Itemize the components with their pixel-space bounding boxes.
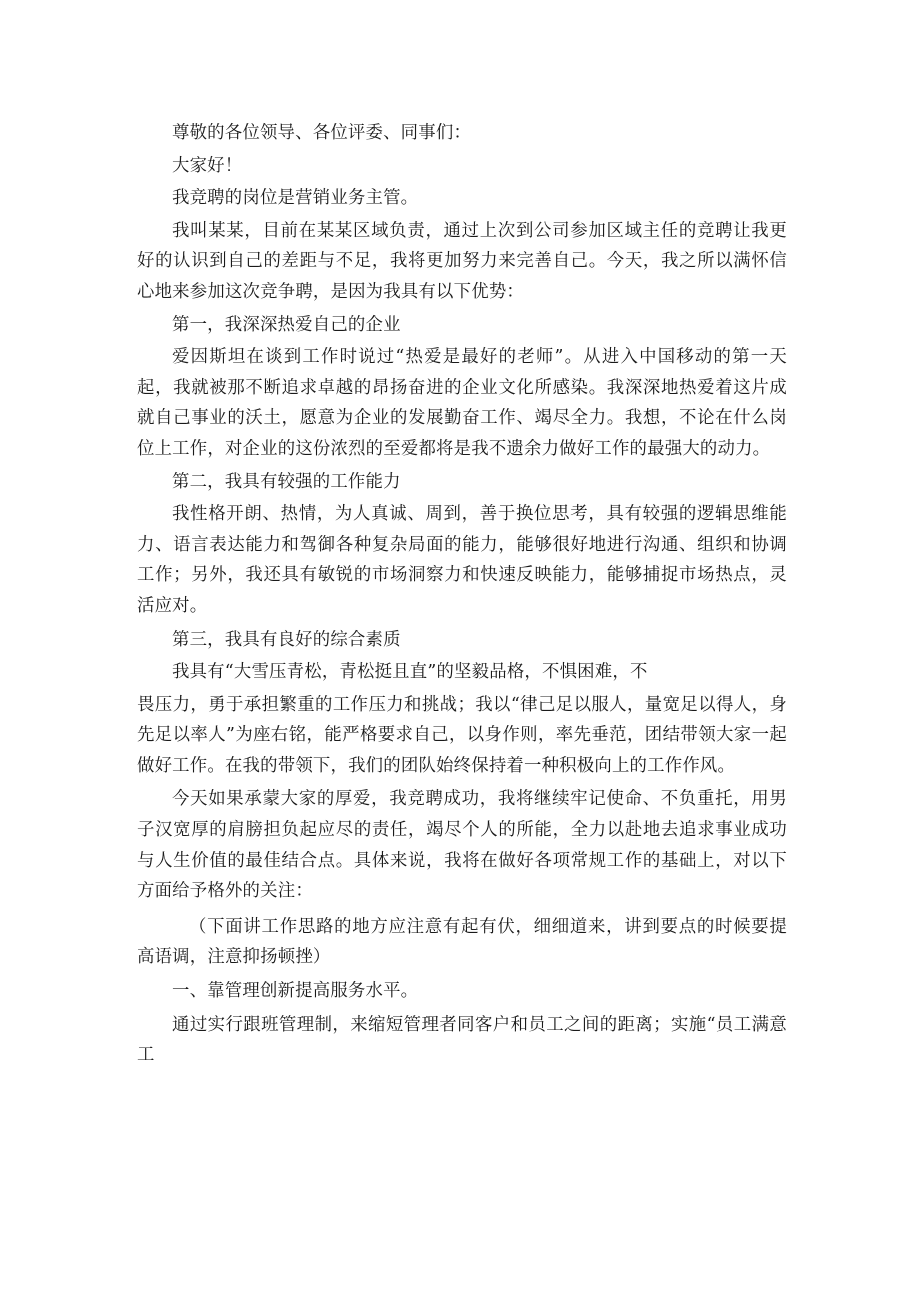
- subsection-heading-management: 一、靠管理创新提高服务水平。: [172, 981, 419, 1002]
- position-statement: 我竞聘的岗位是营销业务主管。: [172, 188, 419, 209]
- body-paragraph-work-ability: 我性格开朗、热情，为人真诚、周到，善于换位思考，具有较强的逻辑思维能力、语言表达能力和驾御各种复杂局面的能力，能够很好地进行沟通、组织和协调工作；另外，我还具有敏锐的市场洞察力和快速反映能力，能够捕捉市场热点，灵活应对。: [137, 504, 787, 616]
- section-heading-third: 第三，我具有良好的综合素质: [172, 629, 401, 650]
- section-heading-second: 第二，我具有较强的工作能力: [172, 471, 401, 492]
- greeting: 大家好！: [172, 155, 243, 176]
- speaker-note: （下面讲工作思路的地方应注意有起有伏，细细道来，讲到要点的时候要提高语调，注意抑扬顿挫）: [137, 916, 787, 968]
- body-paragraph-commitment: 今天如果承蒙大家的厚爱，我竞聘成功，我将继续牢记使命、不负重托，用男子汉宽厚的肩膀担负起应尽的责任，竭尽个人的所能，全力以赴地去追求事业成功与人生价值的最佳结合点。具体来说，我将在做好各项常规工作的基础上，对以下方面给予格外的关注：: [137, 789, 787, 902]
- section-heading-first: 第一，我深深热爱自己的企业: [172, 314, 401, 335]
- salutation: 尊敬的各位领导、各位评委、同事们：: [172, 123, 472, 143]
- body-paragraph-management: 通过实行跟班管理制，来缩短管理者同客户和员工之间的距离；实施“员工满意工: [137, 1014, 787, 1066]
- body-paragraph-quality-first-line: 我具有“大雪压青松，青松挺且直”的坚毅品格，不惧困难，不: [172, 662, 648, 683]
- document-body: [137, 118, 787, 1071]
- self-introduction-paragraph: 我叫某某，目前在某某区域负责，通过上次到公司参加区域主任的竞聘让我更好的认识到自己的差距与不足，我将更加努力来完善自己。今天，我之所以满怀信心地来参加这次竞争聘，是因为我具有以下优势：: [137, 220, 787, 302]
- body-paragraph-quality-continued: 畏压力，勇于承担繁重的工作压力和挑战；我以“律己足以服人，量宽足以得人，身先足以率人”为座右铭，能严格要求自己，以身作则，率先垂范，团结带领大家一起做好工作。在我的带领下，我们的团队始终保持着一种积极向上的工作作风。: [137, 694, 787, 776]
- body-paragraph-love-company: 爱因斯坦在谈到工作时说过“热爱是最好的老师”。从进入中国移动的第一天起，我就被那不断追求卓越的昂扬奋进的企业文化所感染。我深深地热爱着这片成就自己事业的沃土，愿意为企业的发展勤奋工作、竭尽全力。我想，不论在什么岗位上工作，对企业的这份浓烈的至爱都将是我不遗余力做好工作的最强大的动力。: [137, 347, 787, 459]
